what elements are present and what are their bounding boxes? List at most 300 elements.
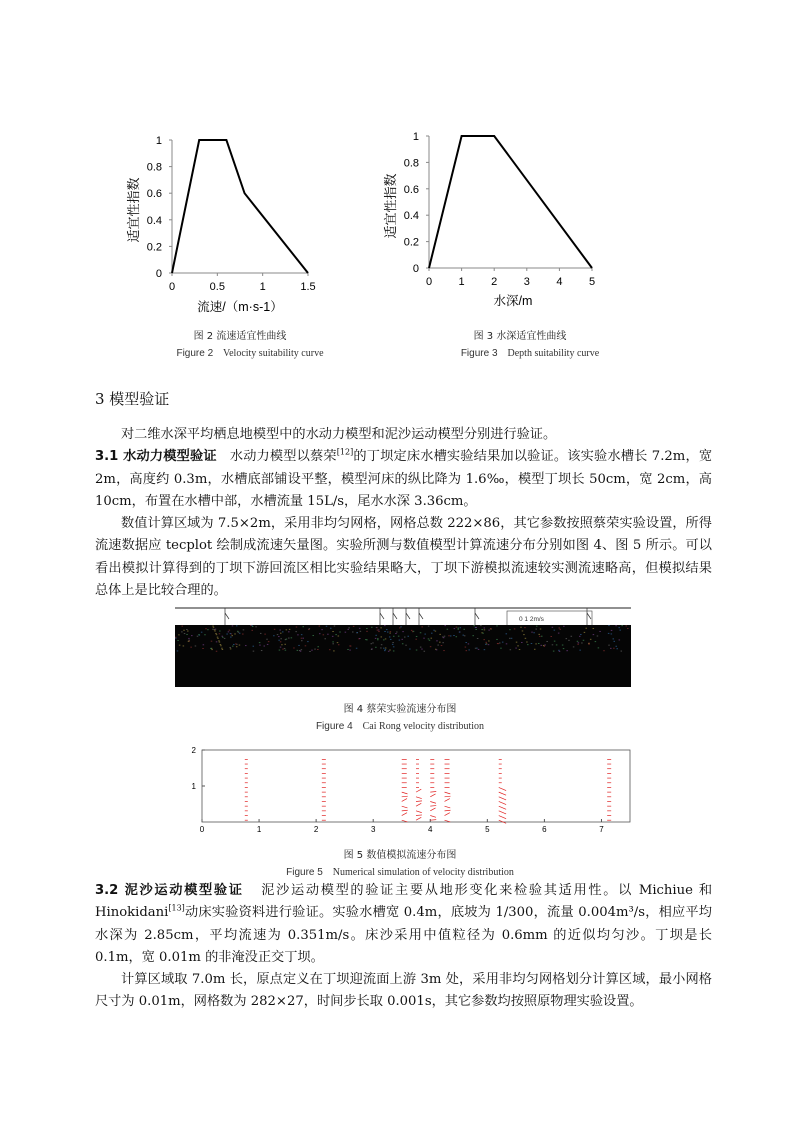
- vector-speck: [483, 639, 485, 640]
- vector-speck: [222, 649, 224, 650]
- vector-speck: [226, 634, 228, 635]
- vector-speck: [212, 626, 214, 627]
- vector-speck: [475, 648, 477, 649]
- vector-speck: [478, 649, 480, 650]
- vector-speck: [288, 638, 290, 639]
- vector-speck: [456, 627, 458, 628]
- vector-speck: [488, 640, 490, 641]
- vector-speck: [398, 636, 400, 637]
- vector-speck: [186, 634, 188, 635]
- vector-speck: [437, 645, 439, 646]
- y-tick-label: 0.4: [146, 214, 162, 227]
- vector-speck: [506, 633, 508, 634]
- vector-speck: [333, 650, 335, 651]
- vector-speck: [377, 639, 379, 640]
- vector-speck: [229, 647, 231, 648]
- vector-speck: [488, 644, 490, 645]
- vector-speck: [396, 632, 398, 633]
- vector-speck: [603, 650, 605, 651]
- vector-speck: [619, 630, 621, 631]
- vector-speck: [203, 644, 205, 645]
- vector-speck: [267, 644, 269, 645]
- y-tick-label: 0: [412, 263, 419, 275]
- figure2-caption-label: Figure 2: [176, 348, 214, 359]
- vector-speck: [198, 634, 200, 635]
- vector-speck: [301, 634, 303, 635]
- vector-speck: [496, 625, 498, 626]
- x-tick-label: 4: [556, 276, 563, 288]
- vector-speck: [242, 634, 244, 635]
- vector-speck: [428, 626, 430, 627]
- vector-speck: [454, 628, 456, 629]
- vector-speck: [366, 631, 368, 632]
- vector-speck: [383, 648, 385, 649]
- vector-speck: [179, 645, 181, 646]
- ref-12[interactable]: [12]: [336, 447, 354, 457]
- vector-speck: [402, 631, 404, 632]
- vector-speck: [558, 633, 560, 634]
- x-tick-label: 0: [168, 281, 176, 293]
- vector-speck: [544, 646, 546, 647]
- velocity-vector: [402, 792, 408, 794]
- y-tick-label: 0: [155, 268, 162, 280]
- vector-speck: [558, 627, 560, 628]
- vector-speck: [580, 634, 582, 635]
- ref-13[interactable]: [13]: [168, 903, 185, 913]
- y-tick-label: 0.2: [403, 236, 419, 249]
- vector-speck: [338, 644, 340, 645]
- figure2-y-label: 适宜性指数: [126, 177, 141, 243]
- figure2-caption-en: [150, 348, 350, 359]
- vector-speck: [376, 627, 378, 628]
- vector-speck: [473, 625, 475, 626]
- vector-speck: [298, 645, 300, 646]
- section32-text-a: 泥沙运动模型的验证主要从地形变化来检验其适用性。以 Michiue 和 Hinokidani: [95, 883, 713, 921]
- vector-speck: [563, 626, 565, 627]
- vector-speck: [599, 631, 601, 632]
- vector-speck: [610, 648, 612, 649]
- velocity-vector: [445, 813, 450, 816]
- vector-speck: [627, 628, 629, 629]
- velocity-vector: [430, 792, 436, 793]
- vector-speck: [465, 642, 467, 643]
- vector-speck: [541, 645, 543, 646]
- vector-speck: [481, 629, 483, 630]
- vector-speck: [239, 633, 241, 634]
- velocity-vector: [416, 797, 422, 799]
- vector-speck: [207, 629, 209, 630]
- vector-speck: [286, 629, 288, 630]
- vector-speck: [533, 632, 535, 633]
- x-tick-label: 5: [588, 276, 596, 288]
- vector-speck: [259, 645, 261, 646]
- vector-speck: [279, 630, 281, 631]
- vector-speck: [353, 626, 355, 627]
- section31-text-b: 的丁坝定床水槽实验结果加以验证。该实验水槽长 7.2m，宽 2m，高度约 0.3m，水槽底部铺设平整，模型河床的纵比降为 1.6‰，模型丁坝长 50cm，宽 2cm，高 10cm，布置在水槽中部，水槽流量 15L/s，尾水水深 3.36cm。: [95, 449, 713, 509]
- vector-speck: [201, 632, 203, 633]
- vector-speck: [538, 643, 540, 644]
- vector-speck: [500, 648, 502, 649]
- vector-speck: [327, 634, 329, 635]
- vector-speck: [300, 651, 302, 652]
- vector-speck: [540, 628, 542, 629]
- section-title: 3 模型验证: [95, 390, 170, 408]
- vector-speck: [420, 632, 422, 633]
- vector-speck: [524, 627, 526, 628]
- vector-speck: [442, 642, 444, 643]
- x-tick-label: 7: [599, 825, 604, 834]
- vector-speck: [253, 651, 255, 652]
- vector-speck: [450, 635, 452, 636]
- vector-speck: [301, 638, 303, 639]
- vector-speck: [239, 645, 241, 646]
- vector-speck: [539, 636, 541, 637]
- vector-speck: [251, 630, 253, 631]
- vector-speck: [188, 638, 190, 639]
- section32-paragraph2: 计算区域取 7.0m 长，原点定义在丁坝迎流面上游 3m 处，采用非均匀网格划分计算区域，最小网格尺寸为 0.01m，网格数为 282×27，时间步长取 0.001s，其它参数均按照原物理实验设置。: [95, 972, 712, 1010]
- vector-speck: [625, 625, 627, 626]
- vector-speck: [484, 629, 486, 630]
- vector-speck: [544, 645, 546, 646]
- vector-speck: [216, 634, 218, 635]
- vector-speck: [579, 636, 581, 637]
- vector-speck: [595, 641, 597, 642]
- vector-speck: [349, 650, 351, 651]
- vector-speck: [441, 645, 443, 646]
- velocity-vector: [499, 787, 506, 790]
- velocity-vector: [499, 806, 506, 809]
- vector-speck: [411, 630, 413, 631]
- vector-speck: [593, 628, 595, 629]
- vector-speck: [399, 640, 401, 641]
- vector-speck: [303, 626, 305, 627]
- vector-speck: [302, 638, 304, 639]
- vector-speck: [613, 638, 615, 639]
- y-tick-label: 0.2: [146, 241, 162, 254]
- vector-speck: [566, 650, 568, 651]
- vector-speck: [389, 633, 391, 634]
- vector-speck: [577, 644, 579, 645]
- vector-speck: [285, 639, 287, 640]
- vector-speck: [221, 636, 223, 637]
- vector-speck: [326, 626, 328, 627]
- vector-speck: [585, 628, 587, 629]
- vector-speck: [191, 635, 193, 636]
- vector-speck: [386, 629, 388, 630]
- vector-speck: [551, 636, 553, 637]
- vector-speck: [314, 649, 316, 650]
- figure3-chart: [370, 125, 610, 315]
- vector-speck: [385, 649, 387, 650]
- vector-speck: [407, 636, 409, 637]
- velocity-vector: [445, 796, 451, 797]
- vector-speck: [378, 631, 380, 632]
- vector-speck: [463, 629, 465, 630]
- vector-speck: [177, 640, 179, 641]
- vector-speck: [253, 646, 255, 647]
- figure4-image: [175, 605, 631, 687]
- vector-speck: [221, 648, 223, 649]
- vector-speck: [238, 632, 240, 633]
- velocity-vector: [445, 810, 451, 811]
- vector-speck: [553, 651, 555, 652]
- x-tick-label: 2: [313, 825, 319, 834]
- vector-speck: [377, 638, 379, 639]
- vector-speck: [186, 629, 188, 630]
- section31-paragraph1: [95, 446, 712, 513]
- section32-paragraph1: [95, 880, 712, 969]
- vector-speck: [332, 643, 334, 644]
- vector-speck: [552, 644, 554, 645]
- vector-speck: [385, 648, 387, 649]
- vector-speck: [392, 644, 394, 645]
- velocity-vector: [430, 794, 435, 797]
- vector-speck: [230, 637, 232, 638]
- vector-speck: [280, 638, 282, 639]
- vector-speck: [590, 639, 592, 640]
- vector-speck: [280, 641, 282, 642]
- vector-speck: [421, 649, 423, 650]
- vector-speck: [377, 630, 379, 631]
- suitability-curve: [429, 136, 592, 268]
- y-tick-label: 0.6: [403, 183, 419, 196]
- vector-speck: [621, 651, 623, 652]
- vector-speck: [175, 638, 177, 639]
- vector-speck: [311, 650, 313, 651]
- vector-speck: [216, 651, 218, 652]
- x-tick-label: 1: [458, 276, 465, 288]
- vector-speck: [297, 650, 299, 651]
- vector-speck: [216, 641, 218, 642]
- vector-speck: [384, 650, 386, 651]
- vector-speck: [584, 632, 586, 633]
- vector-speck: [219, 631, 221, 632]
- vector-speck: [323, 634, 325, 635]
- vector-speck: [183, 645, 185, 646]
- velocity-vector: [499, 801, 506, 804]
- vector-speck: [334, 625, 336, 626]
- vector-speck: [571, 636, 573, 637]
- vector-speck: [443, 650, 445, 651]
- vector-speck: [264, 646, 266, 647]
- vector-speck: [608, 625, 610, 626]
- vector-speck: [395, 633, 397, 634]
- vector-speck: [360, 631, 362, 632]
- vector-speck: [384, 625, 386, 626]
- vector-speck: [224, 638, 226, 639]
- vector-speck: [464, 635, 466, 636]
- vector-speck: [499, 643, 501, 644]
- vector-speck: [431, 638, 433, 639]
- vector-speck: [475, 629, 477, 630]
- vector-speck: [535, 643, 537, 644]
- velocity-vector: [402, 799, 407, 802]
- figure2-caption-cn: 图 2 流速适宜性曲线: [193, 331, 287, 342]
- vector-speck: [389, 636, 391, 637]
- vector-speck: [566, 638, 568, 639]
- velocity-vector: [430, 806, 436, 807]
- vector-speck: [371, 649, 373, 650]
- vector-speck: [509, 638, 511, 639]
- vector-speck: [219, 633, 221, 634]
- vector-speck: [329, 649, 331, 650]
- vector-speck: [347, 629, 349, 630]
- velocity-vector: [416, 789, 421, 792]
- velocity-vector: [499, 797, 506, 800]
- velocity-vector: [416, 803, 421, 806]
- vector-speck: [404, 637, 406, 638]
- vector-speck: [295, 631, 297, 632]
- vector-speck: [439, 642, 441, 643]
- vector-speck: [234, 633, 236, 634]
- y-tick-label: 1: [191, 782, 196, 791]
- vector-speck: [371, 627, 373, 628]
- vector-speck: [282, 649, 284, 650]
- vector-speck: [388, 651, 390, 652]
- vector-speck: [460, 627, 462, 628]
- vector-speck: [375, 647, 377, 648]
- vector-speck: [280, 633, 282, 634]
- figure4-caption-en: [270, 721, 530, 732]
- section32-body: [95, 880, 712, 1014]
- vector-speck: [465, 647, 467, 648]
- vector-speck: [431, 633, 433, 634]
- vector-speck: [212, 629, 214, 630]
- velocity-vector: [416, 817, 421, 820]
- vector-speck: [444, 625, 446, 626]
- vector-speck: [485, 644, 487, 645]
- vector-speck: [424, 634, 426, 635]
- vector-speck: [511, 638, 512, 639]
- vector-speck: [178, 634, 180, 635]
- vector-speck: [393, 646, 395, 647]
- vector-speck: [477, 638, 479, 639]
- vector-speck: [556, 644, 558, 645]
- vector-speck: [211, 649, 213, 650]
- vector-speck: [614, 641, 616, 642]
- vector-speck: [497, 643, 499, 644]
- vector-speck: [365, 639, 367, 640]
- vector-speck: [458, 628, 460, 629]
- vector-speck: [205, 628, 207, 629]
- vector-speck: [554, 630, 556, 631]
- vector-speck: [621, 625, 623, 626]
- vector-speck: [332, 636, 334, 637]
- vector-speck: [430, 646, 432, 647]
- vector-speck: [616, 648, 618, 649]
- vector-speck: [349, 645, 351, 646]
- vector-speck: [618, 627, 620, 628]
- vector-speck: [195, 645, 197, 646]
- vector-speck: [384, 631, 386, 632]
- figure3-caption-text: Depth suitability curve: [507, 348, 600, 359]
- vector-speck: [345, 632, 347, 633]
- vector-speck: [296, 627, 298, 628]
- vector-speck: [380, 627, 382, 628]
- y-tick-label: 0.4: [403, 210, 419, 223]
- vector-speck: [466, 650, 468, 651]
- x-tick-label: 3: [523, 276, 530, 288]
- vector-speck: [424, 651, 426, 652]
- figure3-caption-label: Figure 3: [460, 348, 498, 359]
- vector-speck: [312, 635, 314, 636]
- vector-speck: [183, 630, 185, 631]
- vector-speck: [526, 642, 528, 643]
- figure3-caption-cn: 图 3 水深适宜性曲线: [473, 331, 567, 342]
- figure3-y-label: 适宜性指数: [383, 173, 398, 239]
- vector-speck: [317, 649, 319, 650]
- vector-speck: [319, 633, 321, 634]
- figure2-caption-text: Velocity suitability curve: [222, 348, 324, 359]
- vector-speck: [413, 631, 415, 632]
- vector-speck: [563, 648, 565, 649]
- vector-speck: [615, 646, 617, 647]
- vector-speck: [380, 647, 382, 648]
- vector-speck: [288, 631, 290, 632]
- vector-speck: [308, 629, 310, 630]
- vector-speck: [188, 641, 190, 642]
- vector-speck: [190, 647, 192, 648]
- vector-speck: [472, 635, 474, 636]
- vector-speck: [577, 641, 579, 642]
- vector-speck: [568, 640, 570, 641]
- vector-speck: [347, 649, 349, 650]
- vector-speck: [260, 633, 262, 634]
- y-tick-label: 1: [155, 135, 162, 147]
- vector-speck: [393, 650, 395, 651]
- vector-speck: [319, 626, 321, 627]
- vector-speck: [220, 644, 222, 645]
- vector-speck: [317, 646, 319, 647]
- figure2-chart: [100, 125, 340, 325]
- vector-speck: [608, 633, 610, 634]
- vector-speck: [535, 629, 537, 630]
- section31-heading: 3.1 水动力模型验证: [95, 449, 217, 465]
- x-tick-label: 0: [425, 276, 433, 288]
- vector-speck: [175, 637, 177, 638]
- vector-speck: [439, 634, 441, 635]
- vector-speck: [541, 636, 543, 637]
- velocity-vector: [430, 808, 435, 811]
- vector-speck: [359, 638, 361, 639]
- vector-speck: [531, 643, 533, 644]
- section3-intro: 对二维水深平均栖息地模型中的水动力模型和泥沙运动模型分别进行验证。: [121, 427, 557, 442]
- vector-speck: [228, 631, 230, 632]
- vector-speck: [392, 642, 394, 643]
- vector-speck: [236, 625, 238, 626]
- vector-speck: [538, 634, 540, 635]
- vector-speck: [264, 634, 266, 635]
- vector-speck: [301, 649, 303, 650]
- vector-speck: [554, 641, 556, 642]
- x-tick-label: 6: [542, 825, 547, 834]
- vector-speck: [534, 649, 536, 650]
- vector-speck: [531, 632, 533, 633]
- velocity-vector: [499, 816, 506, 819]
- vector-speck: [293, 647, 295, 648]
- figure4-scale-text: 0 1 2m/s: [519, 616, 544, 623]
- vector-speck: [400, 626, 402, 627]
- vector-speck: [416, 650, 418, 651]
- vector-speck: [217, 638, 219, 639]
- vector-speck: [352, 631, 354, 632]
- vector-speck: [289, 629, 291, 630]
- x-tick-label: 1: [259, 281, 266, 293]
- velocity-vector: [416, 815, 422, 816]
- vector-speck: [348, 627, 350, 628]
- x-tick-label: 0: [199, 825, 205, 834]
- vector-speck: [593, 634, 595, 635]
